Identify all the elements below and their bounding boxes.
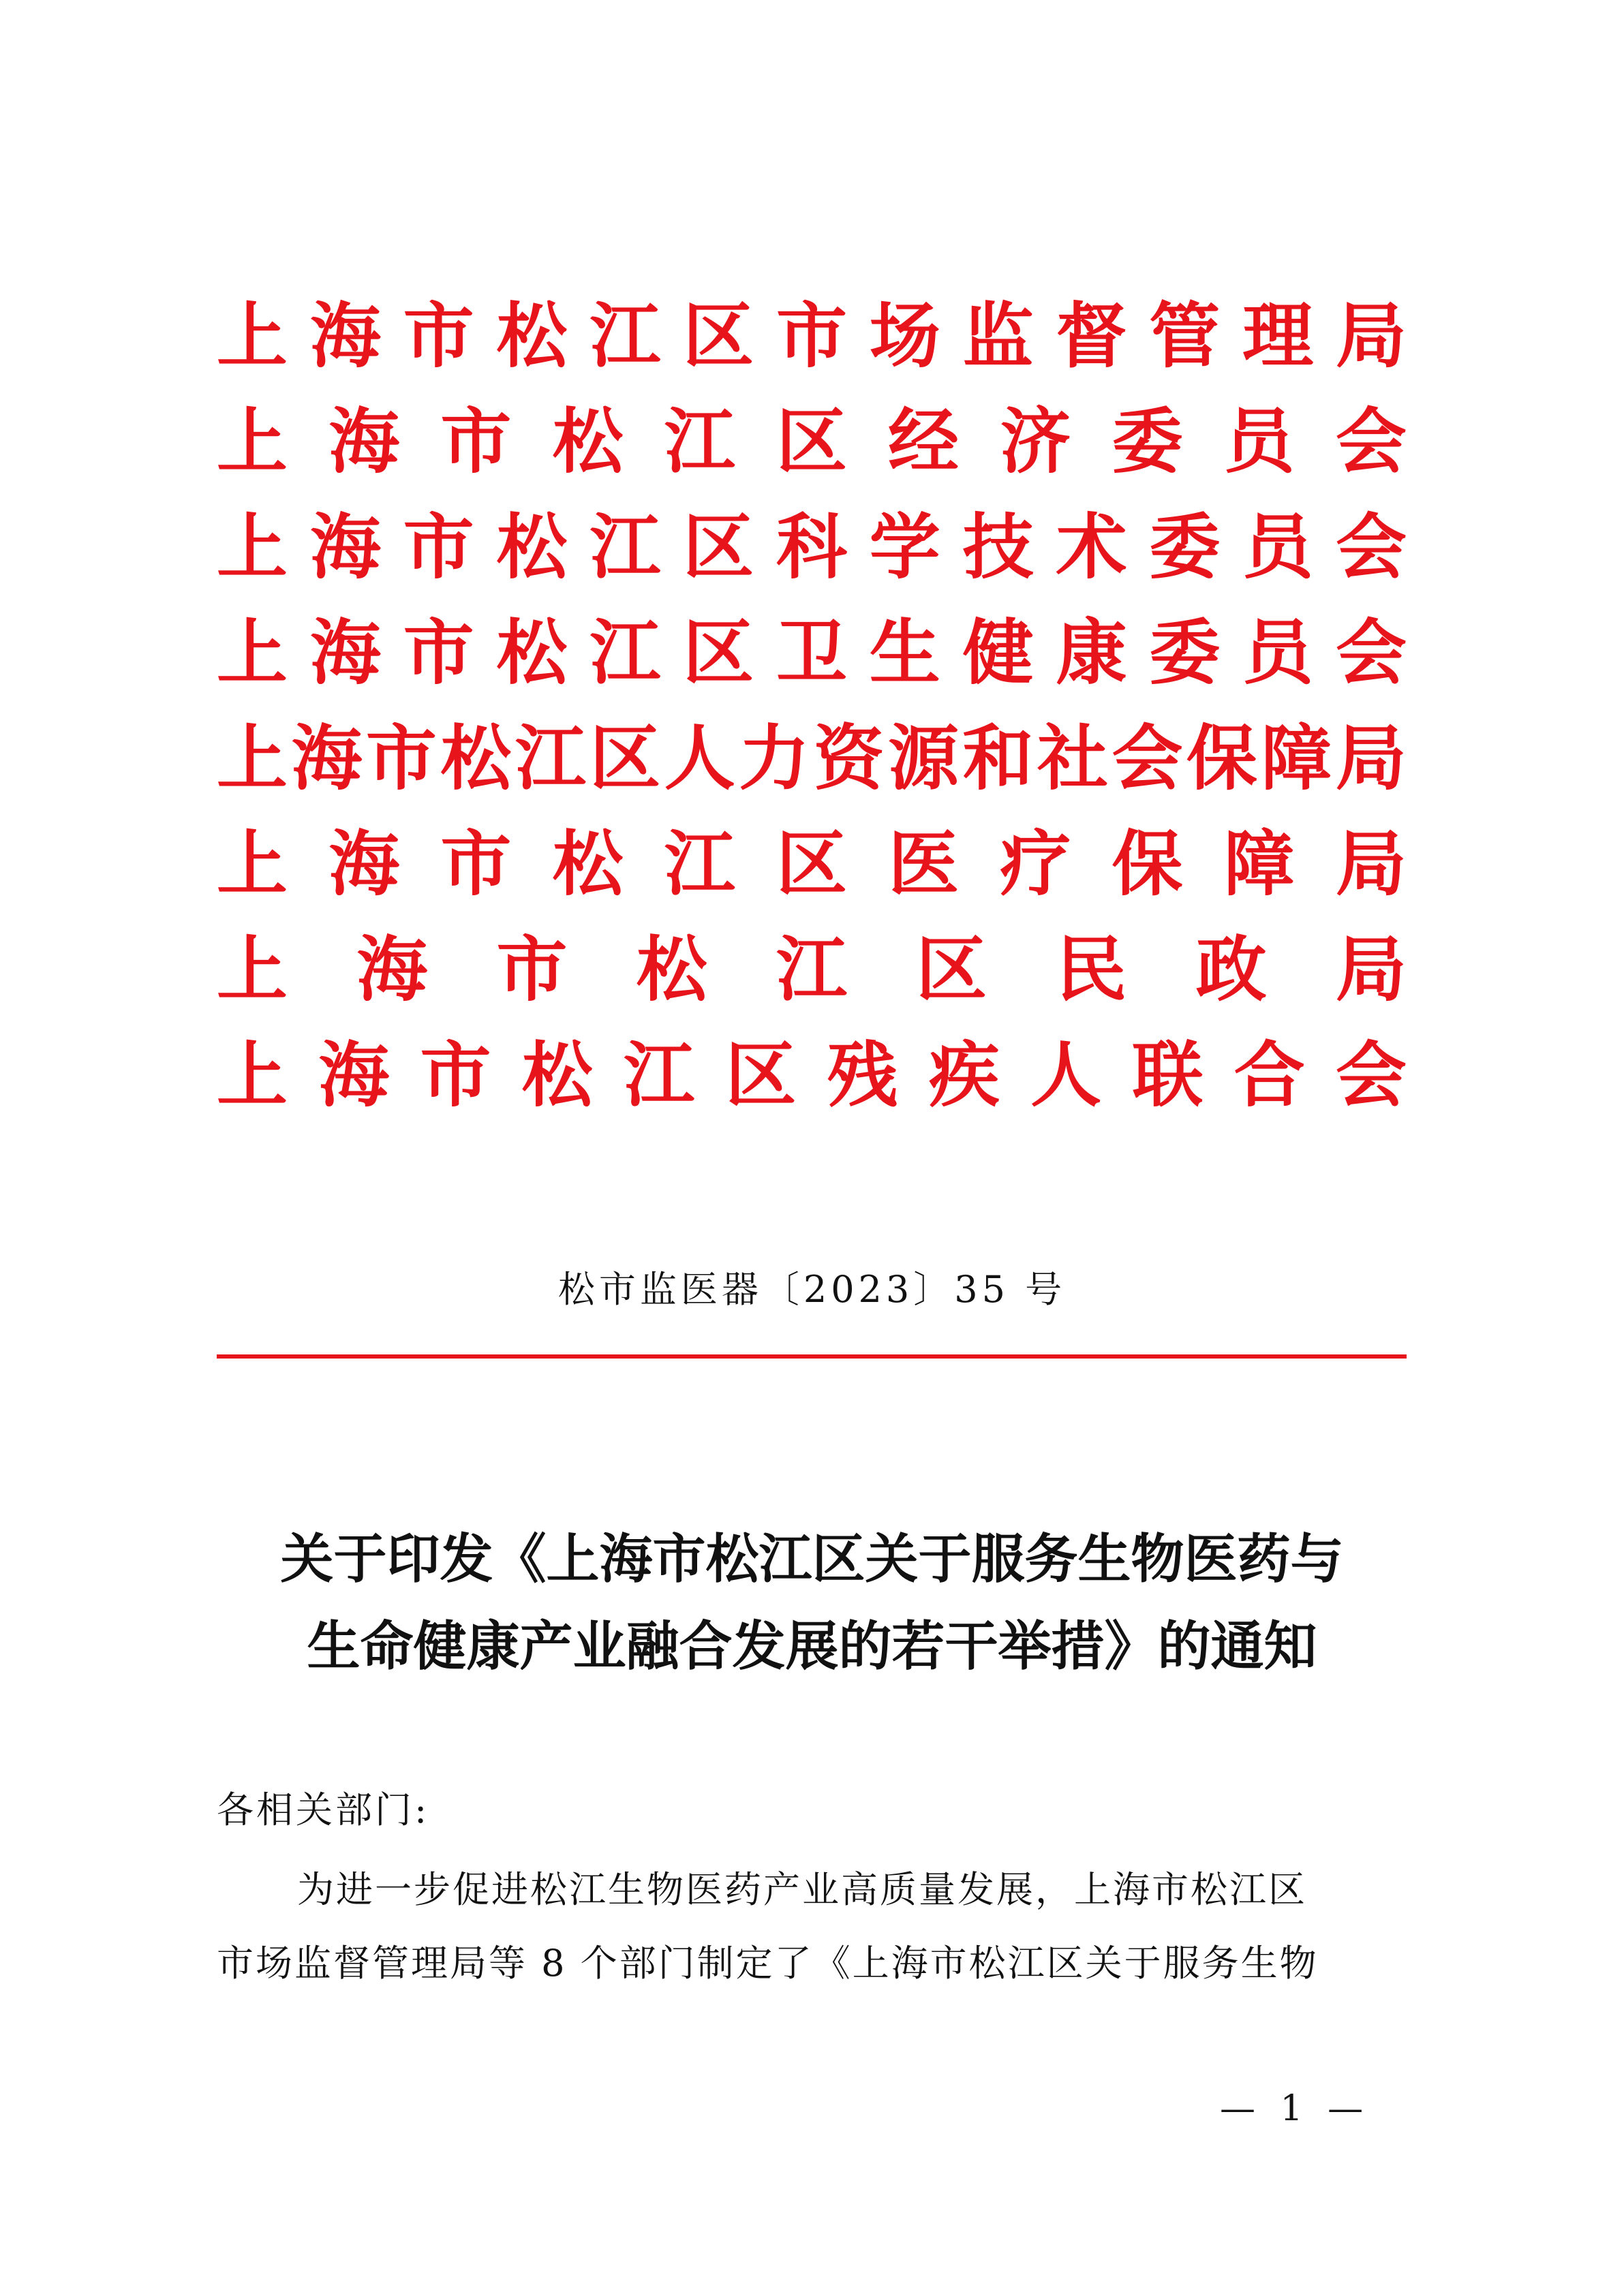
agency-character: 上 [217, 716, 288, 800]
page-number: — 1 — [1220, 2088, 1370, 2129]
agency-character: 残 [827, 1033, 898, 1117]
agency-character: 上 [217, 927, 288, 1011]
agency-character: 场 [869, 294, 940, 377]
agency-character: 局 [1335, 927, 1407, 1011]
agency-character: 和 [962, 716, 1034, 800]
agency-character: 卫 [776, 610, 847, 694]
agency-character: 委 [1149, 505, 1221, 589]
agency-character: 局 [1335, 716, 1407, 800]
agency-character: 障 [1261, 716, 1332, 800]
agency-character: 江 [589, 294, 661, 377]
agency-line [217, 494, 1407, 600]
agency-character: 合 [1234, 1033, 1305, 1117]
agency-character: 保 [1112, 822, 1183, 905]
agency-character: 力 [739, 716, 810, 800]
agency-character: 政 [1195, 927, 1267, 1011]
agency-character: 员 [1242, 505, 1314, 589]
agency-character: 市 [403, 610, 474, 694]
agency-character: 市 [496, 927, 568, 1011]
agency-character: 松 [496, 294, 568, 377]
agency-character: 疾 [928, 1033, 1000, 1117]
agency-character: 监 [962, 294, 1034, 377]
agency-line [217, 388, 1407, 494]
agency-character: 会 [1335, 399, 1407, 483]
agency-character: 海 [309, 505, 381, 589]
body-line-1: 为进一步促进松江生物医药产业高质量发展，上海市松江区 [297, 1868, 1307, 1911]
agency-character: 区 [916, 927, 987, 1011]
agency-character: 局 [1335, 294, 1407, 377]
agency-character: 松 [440, 716, 512, 800]
agency-character: 江 [664, 399, 735, 483]
agency-character: 会 [1335, 1033, 1407, 1117]
agency-character: 市 [420, 1033, 491, 1117]
issuing-agencies-header [217, 283, 1407, 1128]
document-number: 松市监医器〔2023〕35 号 [557, 1268, 1067, 1311]
body-line-2: 市场监督管理局等 8 个部门制定了《上海市松江区关于服务生物 [217, 1942, 1319, 1985]
agency-character: 理 [1242, 294, 1314, 377]
agency-character: 上 [217, 505, 288, 589]
agency-character: 海 [318, 1033, 390, 1117]
agency-character: 济 [1000, 399, 1071, 483]
agency-character: 区 [683, 505, 754, 589]
title-line-2: 生命健康产业融合发展的若干举措》的通知 [307, 1615, 1317, 1677]
agency-character: 生 [869, 610, 940, 694]
agency-line [217, 916, 1407, 1022]
agency-character: 海 [309, 294, 381, 377]
agency-character: 会 [1112, 716, 1183, 800]
agency-character: 海 [291, 716, 363, 800]
agency-character: 区 [776, 822, 847, 905]
agency-character: 市 [440, 399, 512, 483]
agency-character: 人 [664, 716, 735, 800]
agency-character: 管 [1149, 294, 1221, 377]
agency-character: 委 [1149, 610, 1221, 694]
agency-character: 会 [1335, 505, 1407, 589]
agency-character: 术 [1056, 505, 1127, 589]
agency-character: 源 [888, 716, 960, 800]
agency-character: 松 [552, 399, 624, 483]
agency-character: 医 [888, 822, 960, 905]
agency-character: 松 [496, 505, 568, 589]
red-divider-line [217, 1354, 1407, 1359]
agency-character: 市 [403, 505, 474, 589]
agency-character: 松 [521, 1033, 593, 1117]
agency-character: 江 [664, 822, 735, 905]
agency-character: 民 [1056, 927, 1127, 1011]
agency-character: 督 [1056, 294, 1127, 377]
agency-character: 联 [1132, 1033, 1204, 1117]
agency-character: 海 [328, 399, 400, 483]
body-paragraph [217, 1853, 1407, 2000]
agency-character: 市 [403, 294, 474, 377]
agency-character: 江 [515, 716, 586, 800]
agency-character: 松 [636, 927, 707, 1011]
agency-character: 区 [589, 716, 661, 800]
agency-character: 上 [217, 399, 288, 483]
agency-line [217, 283, 1407, 388]
agency-character: 区 [683, 294, 754, 377]
agency-character: 康 [1056, 610, 1127, 694]
agency-character: 疗 [1000, 822, 1071, 905]
agency-character: 障 [1223, 822, 1295, 905]
agency-character: 区 [725, 1033, 797, 1117]
title-line-1: 关于印发《上海市松江区关于服务生物医药与 [280, 1528, 1344, 1590]
agency-character: 市 [440, 822, 512, 905]
agency-character: 市 [365, 716, 437, 800]
agency-character: 海 [309, 610, 381, 694]
agency-character: 上 [217, 294, 288, 377]
agency-character: 松 [496, 610, 568, 694]
document-title [204, 1516, 1420, 1690]
agency-line [217, 705, 1407, 811]
agency-character: 市 [776, 294, 847, 377]
salutation: 各相关部门: [217, 1788, 430, 1831]
agency-character: 技 [962, 505, 1034, 589]
agency-character: 松 [552, 822, 624, 905]
agency-character: 学 [869, 505, 940, 589]
agency-character: 海 [356, 927, 428, 1011]
agency-character: 江 [589, 505, 661, 589]
agency-character: 上 [217, 610, 288, 694]
agency-character: 社 [1037, 716, 1108, 800]
agency-character: 会 [1335, 610, 1407, 694]
agency-character: 江 [776, 927, 847, 1011]
agency-character: 科 [776, 505, 847, 589]
agency-character: 资 [813, 716, 885, 800]
agency-character: 江 [589, 610, 661, 694]
agency-character: 保 [1186, 716, 1257, 800]
agency-character: 人 [1030, 1033, 1102, 1117]
agency-character: 经 [888, 399, 960, 483]
agency-character: 员 [1223, 399, 1295, 483]
agency-line [217, 1022, 1407, 1128]
agency-character: 江 [624, 1033, 695, 1117]
agency-character: 区 [776, 399, 847, 483]
agency-line [217, 600, 1407, 705]
agency-character: 海 [328, 822, 400, 905]
agency-character: 健 [962, 610, 1034, 694]
agency-character: 局 [1335, 822, 1407, 905]
agency-character: 委 [1112, 399, 1183, 483]
agency-character: 上 [217, 822, 288, 905]
agency-character: 区 [683, 610, 754, 694]
agency-line [217, 811, 1407, 916]
agency-character: 上 [217, 1033, 288, 1117]
agency-character: 员 [1242, 610, 1314, 694]
